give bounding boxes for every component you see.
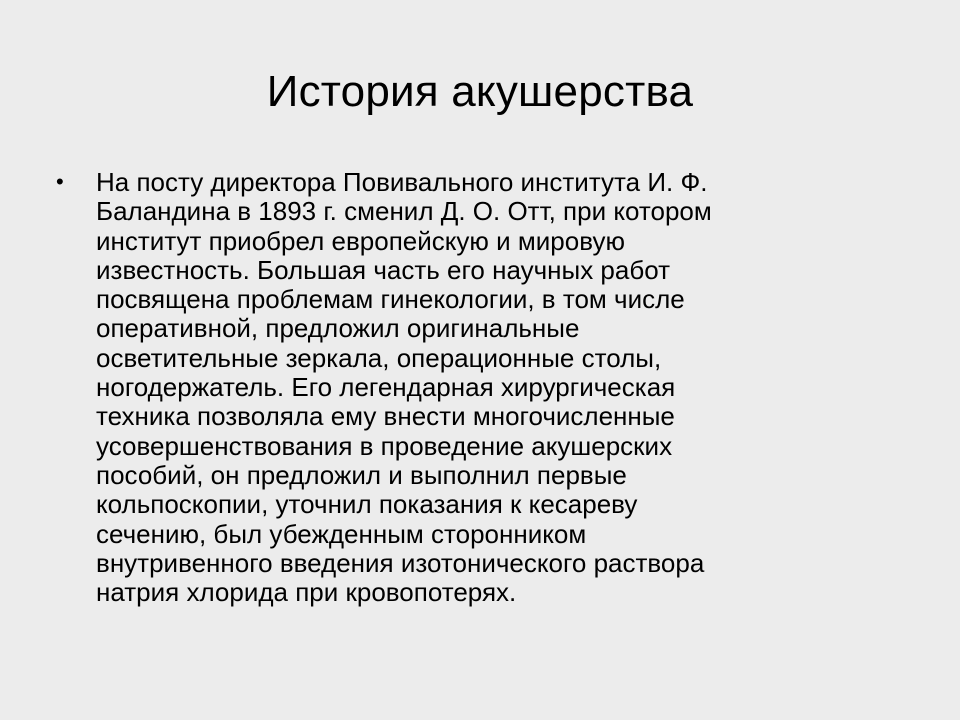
paragraph-line: На посту директора Повивального института И. Ф. xyxy=(96,167,708,197)
paragraph-line: кольпоскопии, уточнил показания к кесареву xyxy=(96,489,638,520)
paragraph-line: усовершенствования в проведение акушерских xyxy=(96,430,673,461)
paragraph-line: натрия хлорида при кровопотерях. xyxy=(96,577,517,608)
paragraph-line: техника позволяла ему внести многочисленные xyxy=(96,401,675,432)
bullet-marker: • xyxy=(56,169,64,194)
paragraph-line: пособий, он предложил и выполнил первые xyxy=(96,459,627,490)
paragraph-line: известность. Большая часть его научных работ xyxy=(96,254,671,285)
paragraph-line: внутривенного введения изотонического раствора xyxy=(96,547,705,578)
paragraph-line: сечению, был убежденным сторонником xyxy=(96,518,587,549)
paragraph-line: Баландина в 1893 г. сменил Д. О. Отт, при котором xyxy=(96,196,712,227)
paragraph-line: посвящена проблемам гинекологии, в том числе xyxy=(96,284,685,315)
paragraph-line: оперативной, предложил оригинальные xyxy=(96,313,580,344)
bullet-paragraph xyxy=(96,168,836,607)
paragraph-line: институт приобрел европейскую и мировую xyxy=(96,225,625,256)
paragraph-line: ногодержатель. Его легендарная хирургическая xyxy=(96,372,676,403)
paragraph-line: осветительные зеркала, операционные столы, xyxy=(96,342,662,373)
slide-title: История акушерства xyxy=(266,67,694,116)
